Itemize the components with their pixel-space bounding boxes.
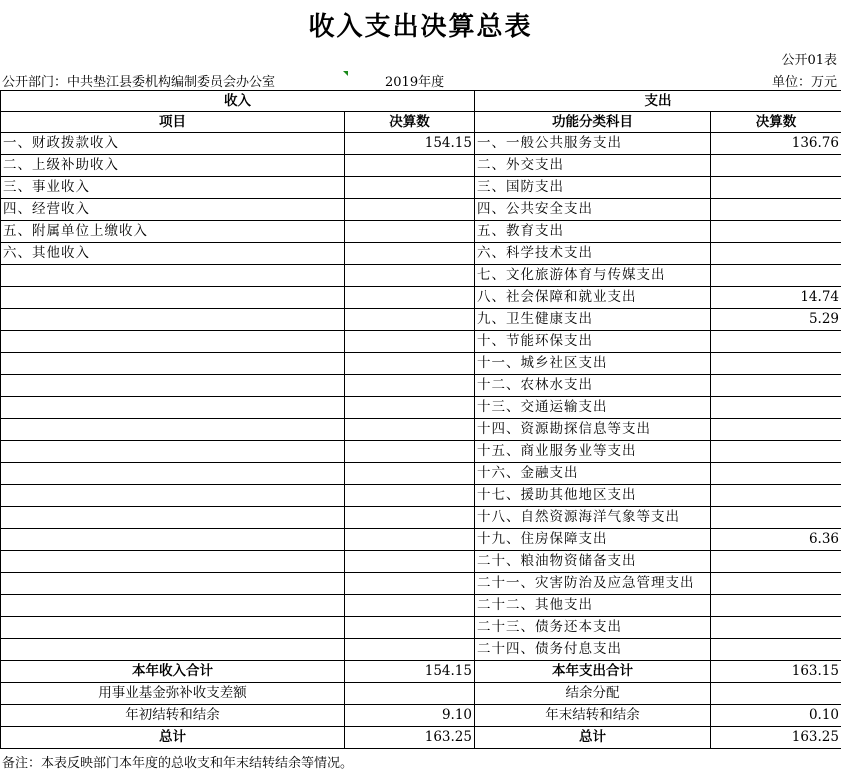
expense-amount-cell: 136.76 [711,133,841,155]
summary-expense-amount: 163.15 [711,661,841,683]
income-amount-cell [345,507,475,529]
expense-amount-cell [711,331,841,353]
expense-item-cell: 二、外交支出 [475,155,711,177]
income-item-cell: 二、上级补助收入 [1,155,345,177]
expense-amount-cell: 6.36 [711,529,841,551]
expense-item-cell: 十、节能环保支出 [475,331,711,353]
expense-item-cell: 二十三、债务还本支出 [475,617,711,639]
income-item-cell [1,331,345,353]
income-header: 收入 [1,91,475,112]
income-amount-cell: 154.15 [345,133,475,155]
income-amount-cell [345,221,475,243]
table-row [1,309,841,331]
item-header: 项目 [1,112,345,133]
income-amount-cell [345,177,475,199]
table-row [1,155,841,177]
summary-income-amount [345,683,475,705]
summary-expense-label: 本年支出合计 [475,661,711,683]
income-item-cell: 五、附属单位上缴收入 [1,221,345,243]
income-item-cell [1,573,345,595]
expense-amount-cell [711,155,841,177]
table-row [1,287,841,309]
expense-item-cell: 二十、粮油物资储备支出 [475,551,711,573]
summary-income-amount: 9.10 [345,705,475,727]
expense-item-cell: 三、国防支出 [475,177,711,199]
summary-income-label: 总计 [1,727,345,749]
income-item-cell [1,485,345,507]
income-item-cell [1,529,345,551]
income-amount-cell [345,617,475,639]
report-year: 2019年度 [385,75,445,90]
comment-marker-icon [343,71,348,76]
expense-item-cell: 五、教育支出 [475,221,711,243]
income-amount-cell [345,529,475,551]
expense-item-cell: 十三、交通运输支出 [475,397,711,419]
income-amount-cell [345,397,475,419]
income-amount-cell [345,287,475,309]
expense-amount-cell [711,463,841,485]
expense-item-cell: 十五、商业服务业等支出 [475,441,711,463]
income-item-cell [1,617,345,639]
table-row [1,507,841,529]
table-row [1,463,841,485]
summary-expense-label: 总计 [475,727,711,749]
table-row [1,353,841,375]
expense-amount-cell [711,243,841,265]
expense-amount-cell [711,617,841,639]
expense-item-cell: 十四、资源勘探信息等支出 [475,419,711,441]
expense-amount-cell [711,419,841,441]
department-label: 公开部门：中共垫江县委机构编制委员会办公室 [2,75,276,90]
income-amount-cell [345,243,475,265]
expense-amount-cell [711,441,841,463]
expense-amount-cell: 5.29 [711,309,841,331]
expense-item-cell: 十八、自然资源海洋气象等支出 [475,507,711,529]
summary-income-label: 年初结转和结余 [1,705,345,727]
table-row [1,133,841,155]
table-body [1,91,841,749]
income-amount-cell [345,463,475,485]
expense-item-cell: 二十一、灾害防治及应急管理支出 [475,573,711,595]
income-amount-cell [345,441,475,463]
income-item-cell: 三、事业收入 [1,177,345,199]
income-amount-cell [345,485,475,507]
income-amount-cell [345,265,475,287]
expense-amount-cell [711,353,841,375]
expense-item-cell: 十六、金融支出 [475,463,711,485]
income-amount-cell [345,375,475,397]
expense-item-cell: 六、科学技术支出 [475,243,711,265]
func-item-header: 功能分类科目 [475,112,711,133]
income-amount-cell [345,419,475,441]
expense-amount-cell: 14.74 [711,287,841,309]
table-row [1,419,841,441]
expense-item-cell: 九、卫生健康支出 [475,309,711,331]
table-row [1,485,841,507]
unit-label: 单位：万元 [771,75,837,90]
table-row [1,595,841,617]
page-title: 收入支出决算总表 [308,12,533,42]
summary-row [1,683,841,705]
expense-item-cell: 十七、援助其他地区支出 [475,485,711,507]
expense-item-cell: 七、文化旅游体育与传媒支出 [475,265,711,287]
income-amount-cell [345,353,475,375]
expense-amount-cell [711,551,841,573]
summary-row [1,705,841,727]
summary-row [1,727,841,749]
summary-table [0,90,841,749]
income-item-cell [1,419,345,441]
amount-header-2: 决算数 [711,112,841,133]
summary-expense-label: 年末结转和结余 [475,705,711,727]
expense-amount-cell [711,375,841,397]
income-amount-cell [345,155,475,177]
expense-amount-cell [711,199,841,221]
table-row [1,375,841,397]
expense-amount-cell [711,397,841,419]
income-amount-cell [345,573,475,595]
expense-amount-cell [711,177,841,199]
summary-income-amount: 163.25 [345,727,475,749]
expense-item-cell: 十九、住房保障支出 [475,529,711,551]
form-number: 公开01表 [781,53,837,68]
table-row [1,617,841,639]
expense-amount-cell [711,265,841,287]
income-item-cell [1,639,345,661]
summary-income-label: 本年收入合计 [1,661,345,683]
summary-income-label: 用事业基金弥补收支差额 [1,683,345,705]
summary-row [1,661,841,683]
income-item-cell [1,463,345,485]
table-row [1,265,841,287]
income-item-cell: 四、经营收入 [1,199,345,221]
expense-amount-cell [711,221,841,243]
expense-item-cell: 十二、农林水支出 [475,375,711,397]
table-row [1,529,841,551]
expense-item-cell: 二十二、其他支出 [475,595,711,617]
expense-item-cell: 八、社会保障和就业支出 [475,287,711,309]
table-row [1,573,841,595]
table-header-row [1,91,841,112]
income-item-cell [1,551,345,573]
income-item-cell: 一、财政拨款收入 [1,133,345,155]
summary-income-amount: 154.15 [345,661,475,683]
income-item-cell [1,595,345,617]
income-item-cell [1,309,345,331]
table-row [1,199,841,221]
income-item-cell [1,353,345,375]
income-amount-cell [345,595,475,617]
expense-item-cell: 一、一般公共服务支出 [475,133,711,155]
income-item-cell [1,397,345,419]
income-item-cell: 六、其他收入 [1,243,345,265]
table-row [1,177,841,199]
income-item-cell [1,287,345,309]
income-item-cell [1,507,345,529]
income-amount-cell [345,331,475,353]
table-subheader-row [1,112,841,133]
summary-expense-amount [711,683,841,705]
table-row [1,551,841,573]
table-row [1,331,841,353]
report-meta [2,71,837,89]
summary-expense-amount: 163.25 [711,727,841,749]
amount-header: 决算数 [345,112,475,133]
table-row [1,441,841,463]
expense-item-cell: 二十四、债务付息支出 [475,639,711,661]
expense-amount-cell [711,639,841,661]
table-row [1,221,841,243]
income-item-cell [1,441,345,463]
income-amount-cell [345,199,475,221]
expense-amount-cell [711,573,841,595]
table-row [1,243,841,265]
expense-amount-cell [711,595,841,617]
income-item-cell [1,265,345,287]
income-amount-cell [345,639,475,661]
summary-expense-label: 结余分配 [475,683,711,705]
expense-item-cell: 十一、城乡社区支出 [475,353,711,375]
income-amount-cell [345,309,475,331]
footnote: 备注：本表反映部门本年度的总收支和年末结转结余等情况。 [2,756,354,771]
expense-amount-cell [711,507,841,529]
summary-expense-amount: 0.10 [711,705,841,727]
expense-item-cell: 四、公共安全支出 [475,199,711,221]
expense-header: 支出 [475,91,841,112]
table-row [1,397,841,419]
table-row [1,639,841,661]
income-amount-cell [345,551,475,573]
expense-amount-cell [711,485,841,507]
income-item-cell [1,375,345,397]
